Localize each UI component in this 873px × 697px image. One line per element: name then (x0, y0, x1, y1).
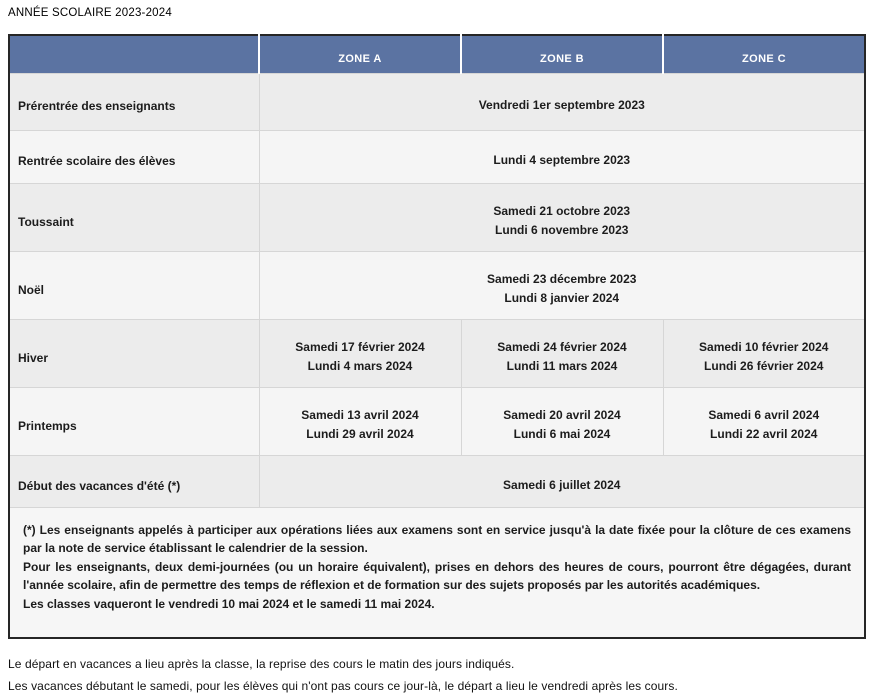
page-title: ANNÉE SCOLAIRE 2023-2024 (8, 7, 172, 19)
date-line: Lundi 4 mars 2024 (307, 359, 413, 373)
date-cell-zone-c (663, 387, 865, 455)
date-cell-zone-a (259, 387, 461, 455)
date-line: Samedi 13 avril 2024 (301, 408, 419, 423)
row-noel (9, 251, 865, 319)
date-line: Lundi 26 février 2024 (704, 359, 824, 373)
date-cell-all-zones (259, 455, 865, 507)
row-rentree (9, 130, 865, 183)
date-cell-all-zones (259, 73, 865, 130)
date-cell-all-zones (259, 251, 865, 319)
date-line: Lundi 22 avril 2024 (710, 427, 818, 441)
school-calendar-table (8, 34, 866, 639)
date-line: Samedi 21 octobre 2023 (493, 204, 631, 219)
row-label: Rentrée scolaire des élèves (9, 130, 259, 183)
header-zone-c: ZONE C (663, 35, 865, 73)
date-line: Lundi 8 janvier 2024 (504, 291, 620, 305)
header-zone-b: ZONE B (461, 35, 663, 73)
row-label: Toussaint (9, 183, 259, 251)
date-line: Lundi 11 mars 2024 (506, 359, 618, 373)
date-cell-all-zones (259, 130, 865, 183)
date-cell-zone-c (663, 319, 865, 387)
date-line: Samedi 17 février 2024 (295, 340, 425, 355)
header-row (9, 35, 865, 73)
date-cell-zone-b (461, 319, 663, 387)
date-line: Samedi 23 décembre 2023 (487, 272, 637, 287)
row-hiver (9, 319, 865, 387)
row-label: Hiver (9, 319, 259, 387)
date-line: Samedi 6 avril 2024 (708, 408, 820, 423)
date-line: Samedi 24 février 2024 (497, 340, 627, 355)
footnote-cell (9, 507, 865, 638)
row-toussaint (9, 183, 865, 251)
footnote-paragraph: Pour les enseignants, deux demi-journées (ou un horaire équivalent), prises en dehors des heures de cours, pourront être dégagées, durant l'année scolaire, afin de permettre des temps de réflexion et de formation sur des sujets proposés par les autorités académiques. (23, 559, 851, 593)
row-label: Printemps (9, 387, 259, 455)
footnote-paragraph: (*) Les enseignants appelés à participer aux opérations liées aux examens sont en service jusqu'à la date fixée pour la clôture de ces examens par la note de service établissant le calendrier de la session. (23, 522, 851, 556)
bottom-note-line: Le départ en vacances a lieu après la classe, la reprise des cours le matin des jours indiqués. (8, 657, 515, 671)
date-line: Vendredi 1er septembre 2023 (478, 98, 645, 113)
header-zone-a: ZONE A (259, 35, 461, 73)
row-label: Noël (9, 251, 259, 319)
date-cell-zone-a (259, 319, 461, 387)
date-line: Lundi 29 avril 2024 (306, 427, 414, 441)
date-line: Samedi 10 février 2024 (699, 340, 829, 355)
row-printemps (9, 387, 865, 455)
row-footnote (9, 507, 865, 638)
row-prerentree (9, 73, 865, 130)
date-line: Samedi 6 juillet 2024 (503, 477, 621, 492)
date-cell-all-zones (259, 183, 865, 251)
footnote-paragraph: Les classes vaqueront le vendredi 10 mai 2024 et le samedi 11 mai 2024. (23, 596, 435, 611)
header-corner-cell (9, 35, 259, 73)
row-label: Début des vacances d'été (*) (9, 455, 259, 507)
date-line: Lundi 4 septembre 2023 (493, 153, 631, 168)
bottom-note-line: Les vacances débutant le samedi, pour les élèves qui n'ont pas cours ce jour-là, le départ a lieu le vendredi après les cours. (8, 678, 678, 693)
date-line: Lundi 6 novembre 2023 (495, 223, 629, 237)
date-line: Lundi 6 mai 2024 (513, 427, 611, 441)
date-cell-zone-b (461, 387, 663, 455)
row-label: Prérentrée des enseignants (9, 73, 259, 130)
row-vacances-ete (9, 455, 865, 507)
date-line: Samedi 20 avril 2024 (503, 408, 621, 423)
bottom-notes (8, 654, 866, 697)
